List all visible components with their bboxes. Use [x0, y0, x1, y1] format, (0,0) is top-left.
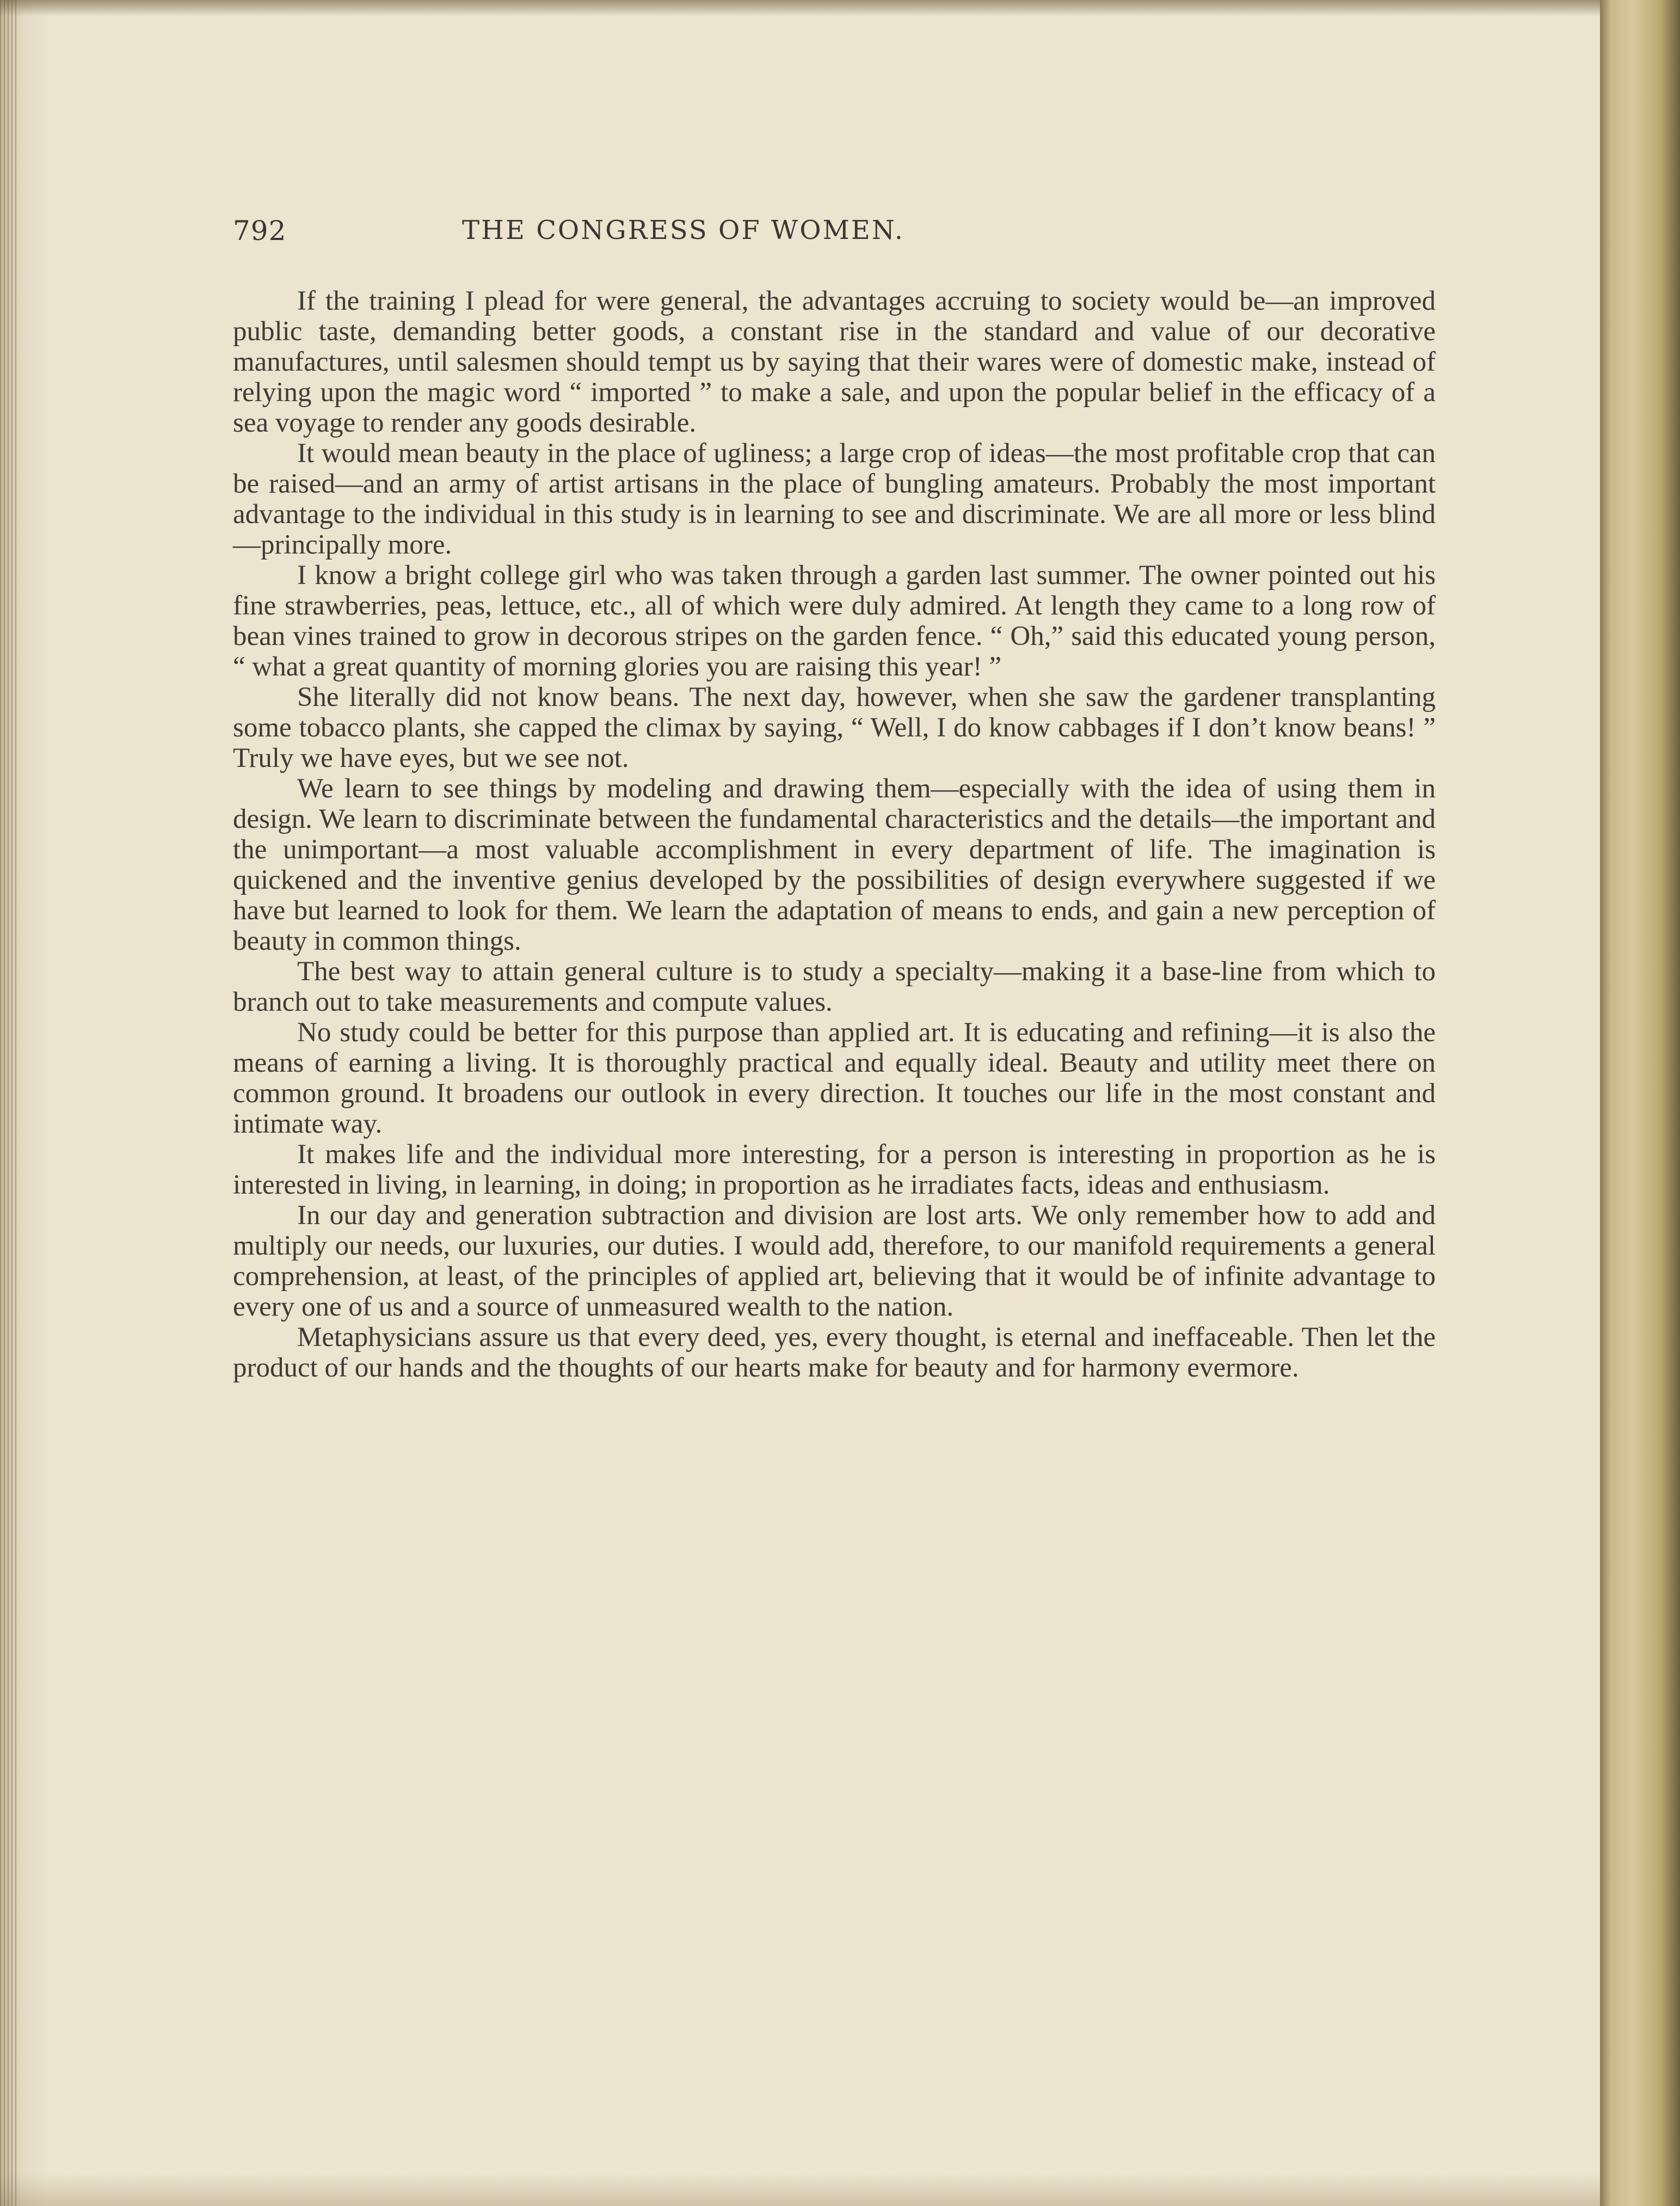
- paragraph: It would mean beauty in the place of ugliness; a large crop of ideas—the most profitable crop that can be raised—and an army of artist artisans in the place of bungling amateurs. Probably the most important advantage to the individual in this study is in learning to see and discriminate. We are all more or less blind—principally more.: [233, 438, 1436, 560]
- paragraph: The best way to attain general culture is to study a specialty—making it a base-line from which to branch out to take measurements and compute values.: [233, 956, 1436, 1017]
- page-header: [233, 215, 1134, 253]
- paragraph: No study could be better for this purpose than applied art. It is educating and refining—it is also the means of earning a living. It is thoroughly practical and equally ideal. Beauty and utility meet there on common ground. It broadens our outlook in every direction. It touches our life in the most constant and intimate way.: [233, 1017, 1436, 1139]
- paragraph: If the training I plead for were general, the advantages accruing to society would be—an improved public taste, demanding better goods, a constant rise in the standard and value of our decorative manufactures, until salesmen should tempt us by saying that their wares were of domestic make, instead of relying upon the magic word “ imported ” to make a sale, and upon the popular belief in the efficacy of a sea voyage to render any goods desirable.: [233, 286, 1436, 438]
- spine-shadow: [0, 0, 16, 2206]
- paragraph: We learn to see things by modeling and drawing them—especially with the idea of using them in design. We learn to discriminate between the fundamental characteristics and the details—the important and the unimportant—a most valuable accomplishment in every department of life. The imagination is quickened and the inventive genius developed by the possibilities of design everywhere suggested if we have but learned to look for them. We learn the adaptation of means to ends, and gain a new perception of beauty in common things.: [233, 773, 1436, 956]
- paragraph: It makes life and the individual more interesting, for a person is interesting in proportion as he is interested in living, in learning, in doing; in proportion as he irradiates facts, ideas and enthusiasm.: [233, 1139, 1436, 1200]
- page-edge: [1600, 0, 1680, 2206]
- body-text: [233, 286, 1436, 1383]
- paragraph: I know a bright college girl who was taken through a garden last summer. The owner pointed out his fine strawberries, peas, lettuce, etc., all of which were duly admired. At length they came to a long row of bean vines trained to grow in decorous stripes on the garden fence. “ Oh,” said this educated young person, “ what a great quantity of morning glories you are raising this year! ”: [233, 560, 1436, 682]
- running-head: THE CONGRESS OF WOMEN.: [462, 215, 904, 245]
- page-number: 792: [233, 215, 287, 247]
- paragraph: Metaphysicians assure us that every deed, yes, every thought, is eternal and ineffaceable. Then let the product of our hands and the thoughts of our hearts make for beauty and for harmony evermore.: [233, 1322, 1436, 1383]
- paragraph: In our day and generation subtraction and division are lost arts. We only remember how to add and multiply our needs, our luxuries, our duties. I would add, therefore, to our manifold requirements a general comprehension, at least, of the principles of applied art, believing that it would be of infinite advantage to every one of us and a source of unmeasured wealth to the nation.: [233, 1200, 1436, 1322]
- paragraph: She literally did not know beans. The next day, however, when she saw the gardener transplanting some tobacco plants, she capped the climax by saying, “ Well, I do know cabbages if I don’t know beans! ” Truly we have eyes, but we see not.: [233, 682, 1436, 773]
